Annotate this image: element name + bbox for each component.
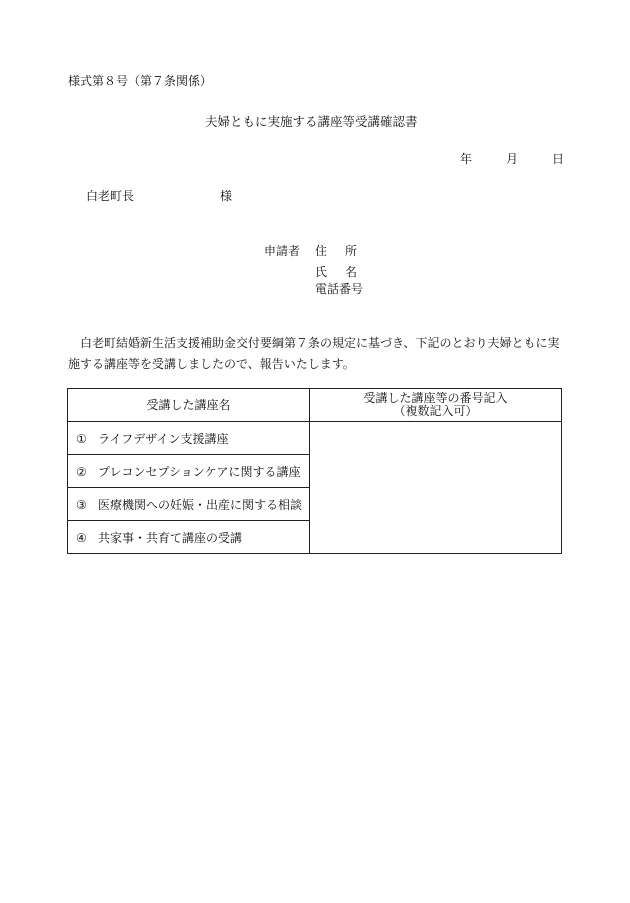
applicant-address-label: 住所 <box>315 244 376 258</box>
header-record <box>310 389 562 422</box>
course-number: ② <box>76 464 87 479</box>
course-label: ライフデザイン支援講座 <box>98 431 229 446</box>
course-table <box>67 388 562 554</box>
table-row <box>68 422 562 455</box>
date-year: 年 <box>460 152 473 166</box>
header-record-line2: （複数記入可） <box>393 404 478 418</box>
body-text: 白老町結婚新生活支援補助金交付要綱第７条の規定に基づき、下記のとおり夫婦ともに実施する講座等を受講しましたので、報告いたします。 <box>68 336 560 371</box>
addressee-name: 白老町長 <box>86 189 135 203</box>
page-title: 夫婦ともに実施する講座等受講確認書 <box>205 114 418 129</box>
applicant-name-label: 氏名 <box>315 265 376 279</box>
course-number: ① <box>76 431 87 446</box>
course-label: 医療機関への妊娠・出産に関する相談 <box>98 497 303 512</box>
course-number: ④ <box>76 530 87 545</box>
course-cell <box>68 521 310 554</box>
header-record-line1: 受講した講座等の番号記入 <box>363 391 508 405</box>
header-course-name: 受講した講座名 <box>68 389 310 422</box>
course-cell <box>68 488 310 521</box>
course-cell <box>68 422 310 455</box>
table-header-row <box>68 389 562 422</box>
course-label: 共家事・共育て講座の受講 <box>98 530 243 545</box>
applicant-phone-label: 電話番号 <box>315 282 364 296</box>
addressee <box>86 187 233 204</box>
form-number: 様式第８号（第７条関係） <box>68 74 213 88</box>
date-day: 日 <box>552 152 565 166</box>
applicant-label: 申請者 <box>264 244 301 258</box>
record-input-cell[interactable] <box>310 422 562 554</box>
addressee-honorific: 様 <box>220 189 233 203</box>
course-cell <box>68 455 310 488</box>
date-line <box>460 150 564 167</box>
course-number: ③ <box>76 497 87 512</box>
date-month: 月 <box>506 152 519 166</box>
course-label: プレコンセプションケアに関する講座 <box>98 464 301 479</box>
